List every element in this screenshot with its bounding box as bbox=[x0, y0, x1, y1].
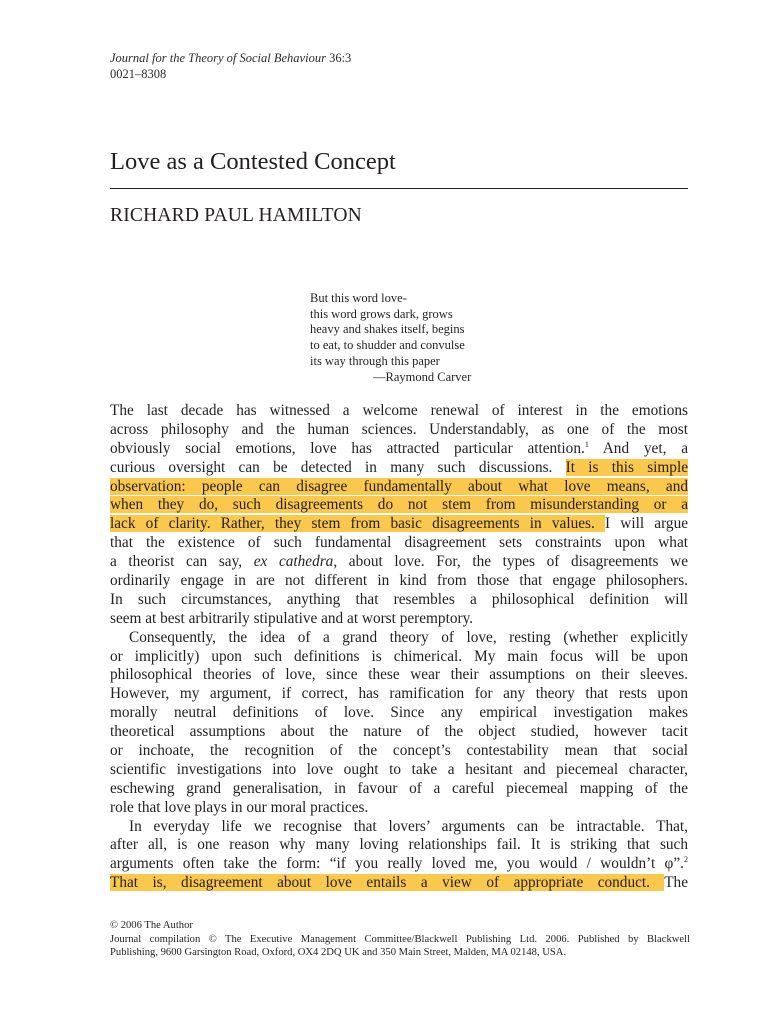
text-run: that the existence of such fundamental disagreement sets constraints upon what bbox=[110, 534, 688, 552]
text-run: a theorist can say, bbox=[110, 553, 254, 571]
epigraph-line: to eat, to shudder and convulse bbox=[310, 338, 465, 353]
text-run: or implicitly) upon such definitions is chimerical. My main focus will be upon bbox=[110, 647, 688, 665]
body-line bbox=[110, 855, 688, 874]
copyright-footer bbox=[110, 919, 690, 960]
text-run: The bbox=[664, 874, 688, 892]
highlighted-text[interactable]: when they do, such disagreements do not stem from misunderstanding or a bbox=[110, 496, 688, 514]
epigraph-line: But this word love- bbox=[310, 291, 407, 305]
text-run: philosophical theories of love, since these wear their assumptions on their sleeves. bbox=[110, 666, 688, 684]
article-body bbox=[110, 402, 688, 893]
body-line bbox=[110, 874, 688, 893]
body-line bbox=[110, 818, 688, 837]
copyright-line: © 2006 The Author bbox=[110, 920, 193, 931]
text-run: curious oversight can be detected in many such discussions. bbox=[110, 458, 566, 476]
body-line bbox=[110, 572, 688, 591]
journal-name: Journal for the Theory of Social Behaviour bbox=[110, 51, 326, 65]
body-line bbox=[110, 440, 688, 459]
epigraph-line: its way through this paper bbox=[310, 353, 440, 368]
text-run: across philosophy and the human sciences. Understandably, as one of the most bbox=[110, 420, 688, 438]
epigraph-line: heavy and shakes itself, begins bbox=[310, 322, 465, 337]
text-run: Consequently, the idea of a grand theory of love, resting (whether explicitly bbox=[129, 628, 688, 646]
text-run: or inchoate, the recognition of the concept’s contestability mean that social bbox=[110, 742, 688, 760]
body-line bbox=[110, 685, 688, 704]
text-run: In everyday life we recognise that lovers’ arguments can be intractable. That, bbox=[129, 817, 688, 835]
body-line bbox=[110, 648, 688, 667]
body-line bbox=[110, 459, 688, 478]
text-run: The last decade has witnessed a welcome renewal of interest in the emotions bbox=[110, 402, 688, 419]
text-run: And yet, a bbox=[588, 439, 688, 457]
body-line bbox=[110, 534, 688, 553]
text-run: eschewing grand generalisation, in favour of a careful piecemeal mapping of the bbox=[110, 779, 688, 797]
body-line bbox=[110, 421, 688, 440]
text-run: obviously social emotions, love has attracted particular attention. bbox=[110, 439, 585, 457]
body-line bbox=[110, 515, 688, 534]
body-line bbox=[110, 478, 688, 497]
body-line bbox=[110, 742, 688, 761]
article-author: RICHARD PAUL HAMILTON bbox=[110, 205, 362, 226]
highlighted-text[interactable]: It is this simple bbox=[565, 458, 688, 476]
footnote-ref-2[interactable]: 2 bbox=[684, 855, 688, 865]
publisher-line: Publishing, 9600 Garsington Road, Oxford, OX4 2DQ UK and 350 Main Street, Malden, MA 02148, USA. bbox=[110, 947, 567, 958]
text-run: , about love. For, the types of disagreements we bbox=[333, 553, 688, 571]
text-run: role that love plays in our moral practices. bbox=[110, 798, 369, 816]
body-line bbox=[110, 761, 688, 780]
footnote-ref-1[interactable]: 1 bbox=[584, 439, 589, 449]
epigraph-attribution: —Raymond Carver bbox=[373, 369, 472, 384]
body-line bbox=[110, 402, 688, 421]
text-run: I will argue bbox=[605, 515, 689, 533]
epigraph bbox=[310, 291, 570, 385]
body-line bbox=[110, 591, 688, 610]
text-run: seem at best arbitrarily stipulative and at worst peremptory. bbox=[110, 609, 474, 627]
body-line bbox=[110, 629, 688, 648]
text-run: In such circumstances, anything that resembles a philosophical definition will bbox=[110, 590, 688, 608]
text-run: However, my argument, if correct, has ramification for any theory that rests upon bbox=[110, 685, 688, 703]
body-line bbox=[110, 496, 688, 515]
journal-issn: 0021–8308 bbox=[110, 66, 167, 81]
italic-text: ex cathedra bbox=[253, 553, 334, 571]
text-run: scientific investigations into love ought to take a hesitant and piecemeal character, bbox=[110, 760, 688, 778]
journal-reference bbox=[110, 51, 510, 82]
body-line bbox=[110, 799, 688, 818]
body-line bbox=[110, 704, 688, 723]
text-run: arguments often take the form: “if you really loved me, you would / wouldn’t φ”. bbox=[110, 855, 684, 873]
text-run: after all, is one reason why many loving relationships fail. It is striking that such bbox=[110, 836, 688, 854]
text-run: theoretical assumptions about the nature of the object studied, however tacit bbox=[110, 723, 688, 741]
publisher-line: Journal compilation © The Executive Management Committee/Blackwell Publishing Ltd. 2006. Published by Blackwell bbox=[110, 933, 690, 945]
body-line bbox=[110, 723, 688, 742]
journal-volume: 36:3 bbox=[329, 51, 352, 65]
highlighted-text[interactable]: observation: people can disagree fundamentally about what love means, and bbox=[110, 477, 688, 495]
body-line bbox=[110, 666, 688, 685]
journal-citation bbox=[110, 51, 510, 67]
body-line bbox=[110, 836, 688, 855]
text-run: ordinarily engage in are not different in kind from those that engage philosophers. bbox=[110, 572, 688, 590]
article-title: Love as a Contested Concept bbox=[110, 148, 396, 175]
highlighted-text[interactable]: That is, disagreement about love entails a view of appropriate conduct. bbox=[110, 874, 665, 892]
highlighted-text[interactable]: lack of clarity. Rather, they stem from basic disagreements in values. bbox=[110, 515, 606, 533]
text-run: morally neutral definitions of love. Since any empirical investigation makes bbox=[110, 704, 688, 722]
body-line bbox=[110, 553, 688, 572]
epigraph-line: this word grows dark, grows bbox=[310, 306, 453, 321]
body-line bbox=[110, 610, 688, 629]
body-line bbox=[110, 780, 688, 799]
title-rule bbox=[110, 188, 688, 189]
